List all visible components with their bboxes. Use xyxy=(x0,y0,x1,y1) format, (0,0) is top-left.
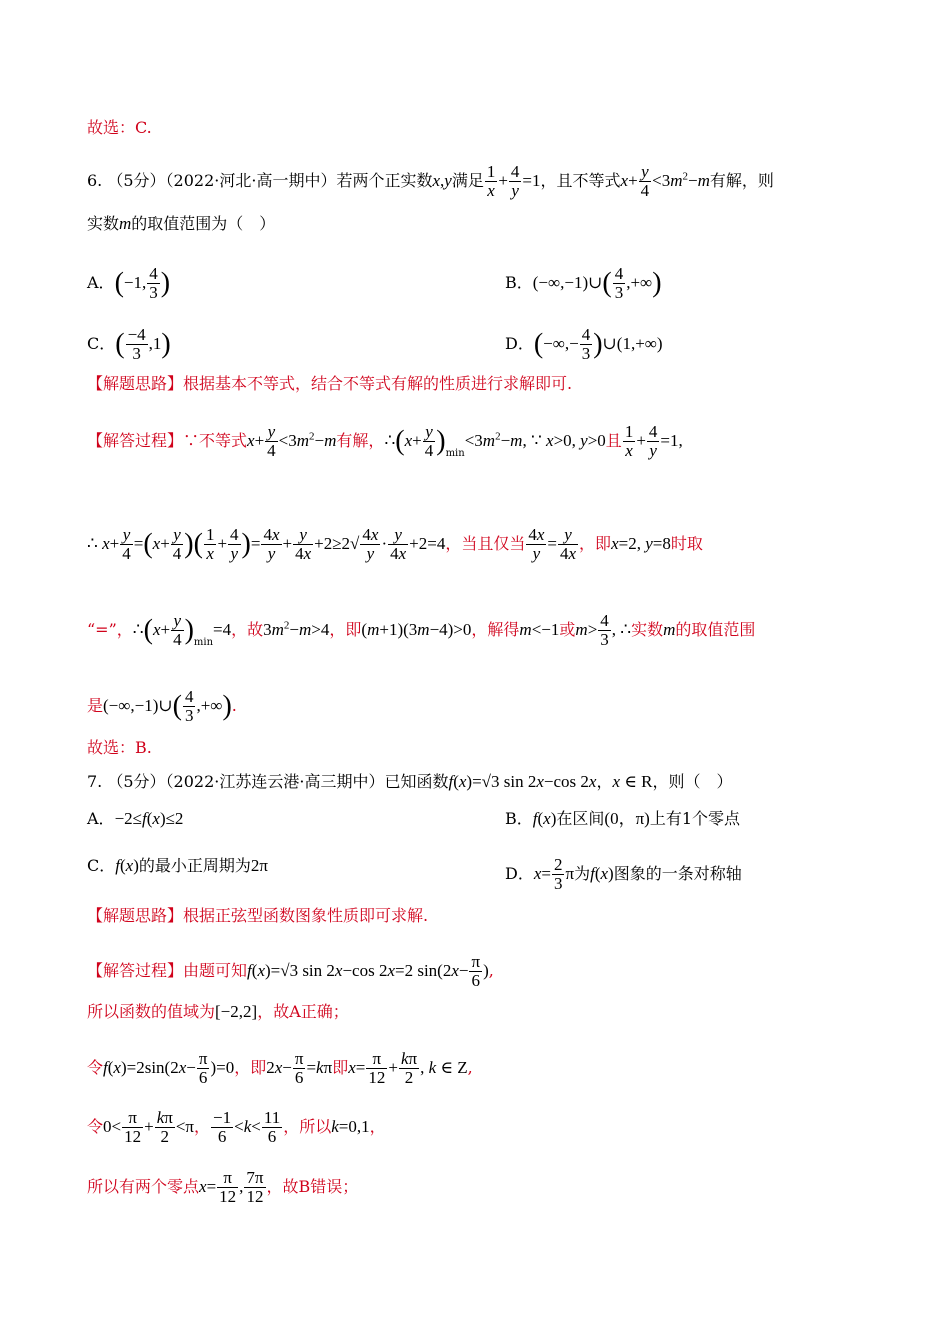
q7-process-3: 令f(x)=2sin(2x− $\frac{\pi}{6}$ )=0，即2x− $\frac{\pi}{6}$ =kπ即x= $\frac{\pi}{12}$ + $\frac{k\pi}{2}$ , k ∈ Z, xyxy=(87,1049,473,1087)
q7-options-row2 xyxy=(87,855,860,893)
q7-analysis: 【解题思路】根据正弦型函数图象性质即可求解. xyxy=(87,906,429,925)
q6-stem: 6. （5分）（2022·河北·高一期中）若两个正实数x,y满足 $\frac{1}{x}$ + $\frac{4}{y}$ =1，且不等式x+ $\frac{y}{4}$ $<3m^2-m$有解，则 xyxy=(87,162,774,200)
q6-process-4: 是(−∞,−1)∪( $\frac{4}{3}$ ,+∞). xyxy=(87,687,237,725)
q6-options-row2 xyxy=(87,326,860,363)
q6-analysis: 【解题思路】根据基本不等式，结合不等式有解的性质进行求解即可. xyxy=(87,374,573,393)
q7-option-a: A．−2≤f(x)≤2 xyxy=(87,809,184,828)
q6-process-1: 【解答过程】∵不等式x+ $\frac{y}{4}$ $<3m^2-m$有解，∴(x+ $\frac{y}{4}$ )$_{min}<3m^2-m$, ∵ x>0, y>0且 $\frac{1}{x}$ + $\frac{4}{y}$ =1, xyxy=(87,422,683,460)
q6-answer: 故选：B. xyxy=(87,738,152,757)
q7-options-row1 xyxy=(87,809,860,829)
q6-option-a: A．(−1, $\frac{4}{3}$ ) xyxy=(87,264,171,302)
q6-process-2: ∴ x+ $\frac{y}{4}$ =(x+ $\frac{y}{4}$ )( $\frac{1}{x}$ + $\frac{4}{y}$ )= $\frac{4x}{y}$ + $\frac{y}{4x}$ +2≥2√ $\frac{4x}{y}$ · $\frac{y}{4x}$ +2=4，当且仅当 $\frac{4x}{y}$ = $\frac{y}{4x}$ ，即x=2, y=8时取 xyxy=(87,525,703,563)
q7-process-1: 【解答过程】由题可知f(x)=√3 sin 2x−cos 2x=2 sin(2x− $\frac{\pi}{6}$ ), xyxy=(87,952,494,990)
q7-process-2: 所以函数的值域为[−2,2]，故A正确； xyxy=(87,1002,349,1021)
q7-option-b: B．f(x)在区间(0，π)上有1个零点 xyxy=(505,809,740,828)
q6-process-3: “=”，∴(x+ $\frac{y}{4}$ )$_{min}=4$，故$3m^2-m>4$，即(m+1)(3m−4)>0，解得m<−1或m> $\frac{4}{3}$ , ∴实数m的取值范围 xyxy=(87,611,756,649)
prev-answer: 故选：C. xyxy=(87,118,152,137)
q6-stem-line2: 实数m的取值范围为（ ） xyxy=(87,214,276,233)
q6-option-b: B．(−∞,−1)∪( $\frac{4}{3}$ ,+∞) xyxy=(505,264,662,302)
q6-options-row1 xyxy=(87,265,860,302)
q7-option-c: C．f(x)的最小正周期为2π xyxy=(87,856,268,875)
q6-option-d: D．(−∞,− $\frac{4}{3}$ )∪(1,+∞) xyxy=(505,325,663,363)
q7-option-d: D．x= $\frac{2}{3}$ π为f(x)图象的一条对称轴 xyxy=(505,855,742,893)
q7-process-4: 令0< $\frac{\pi}{12}$ + $\frac{k\pi}{2}$ <π， $\frac{-1}{6}$ <k< $\frac{11}{6}$ ，所以k=0,1， xyxy=(87,1108,386,1146)
q6-option-c: C．( $\frac{-4}{3}$ ,1) xyxy=(87,325,171,363)
q7-process-5: 所以有两个零点x= $\frac{\pi}{12}$ , $\frac{7\pi}{12}$ ，故B错误； xyxy=(87,1168,359,1206)
q7-stem: 7. （5分）（2022·江苏连云港·高三期中）已知函数f(x)=√3 sin 2x−cos 2x，x ∈ R，则（ ） xyxy=(87,772,733,791)
